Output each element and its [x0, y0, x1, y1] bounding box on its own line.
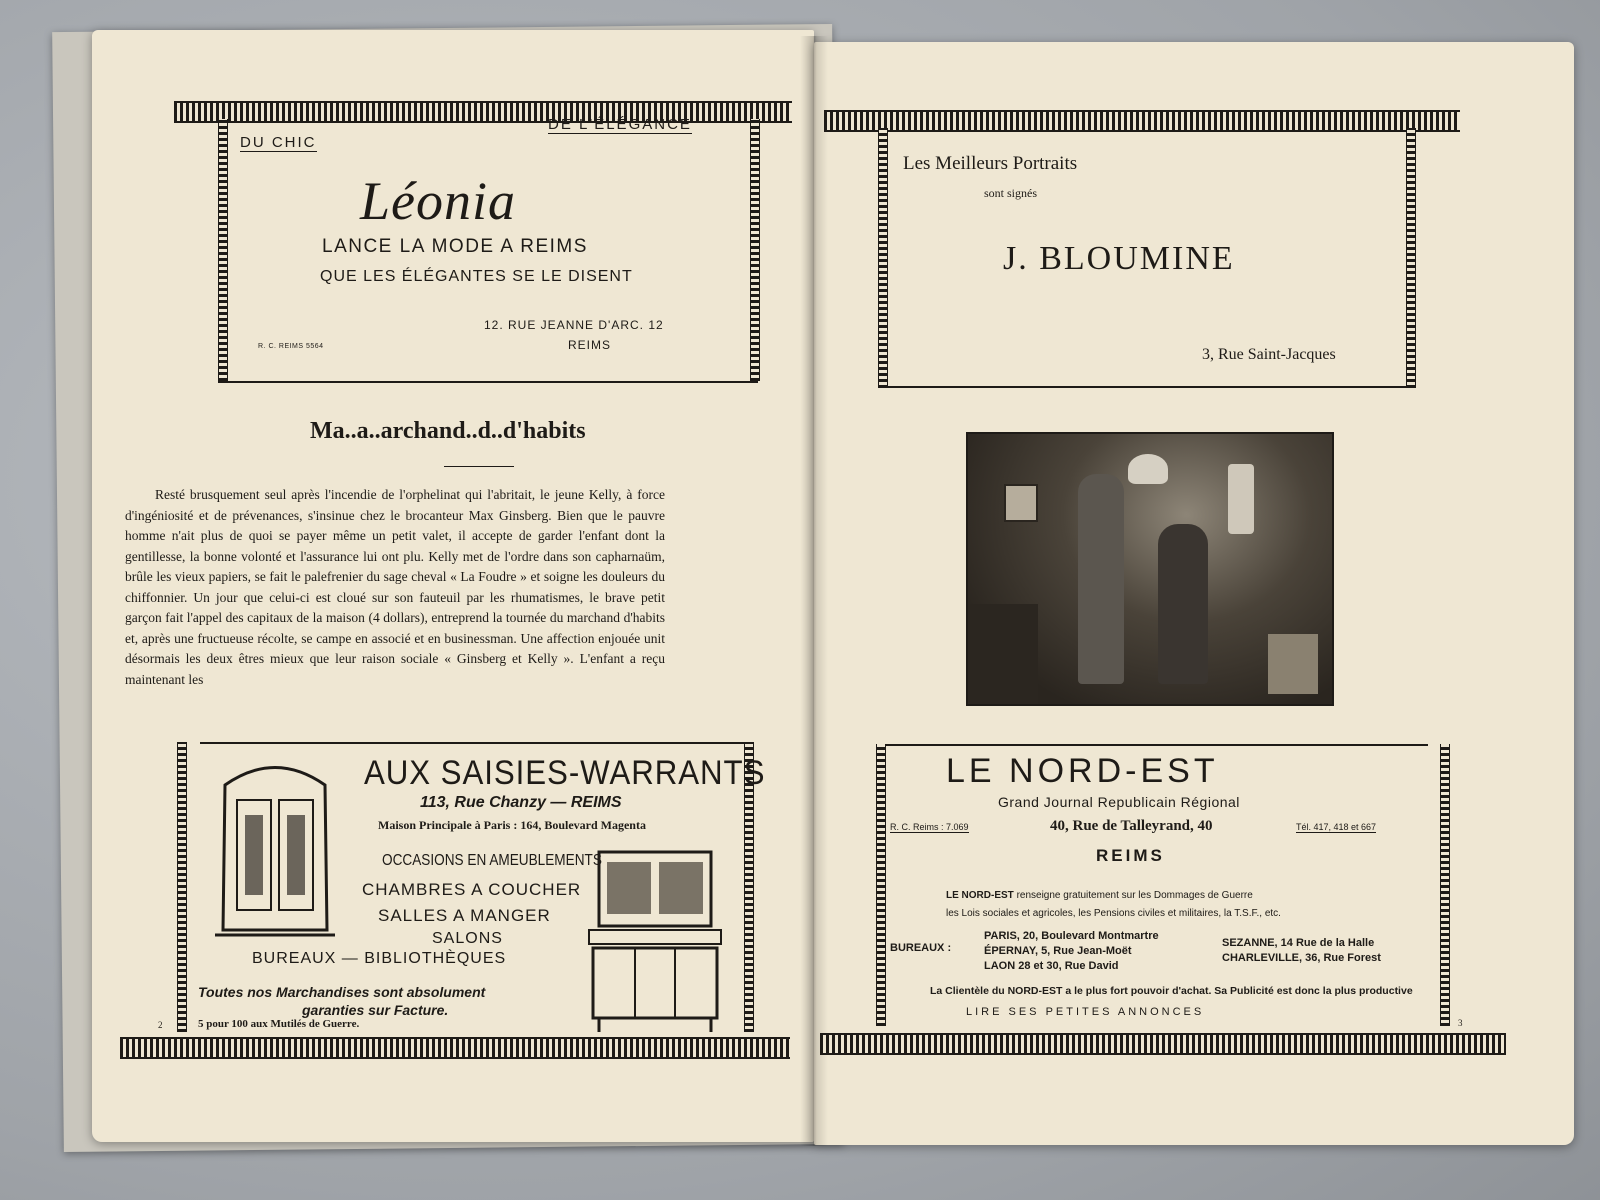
nordest-info1 [946, 890, 1253, 901]
nordest-bureau4: SEZANNE, 14 Rue de la Halle [1222, 937, 1375, 949]
article-title: Ma..a..archand..d..d'habits [310, 418, 586, 444]
nordest-bureaux-label: BUREAUX : [890, 942, 952, 954]
saisies-line1: OCCASIONS EN AMEUBLEMENTS [382, 852, 602, 869]
saisies-line5: BUREAUX — BIBLIOTHÈQUES [252, 950, 507, 967]
divider-rule [882, 386, 1412, 388]
photo-chair [1268, 634, 1318, 694]
bloumine-address: 3, Rue Saint-Jacques [1202, 346, 1336, 363]
border-saisies-left [177, 742, 187, 1032]
photo-hanging-cloth [1228, 464, 1254, 534]
saisies-line2: CHAMBRES A COUCHER [362, 880, 582, 899]
photo-hat [1128, 454, 1168, 484]
nordest-info1-text: renseigne gratuitement sur les Dommages de Guerre [1016, 890, 1253, 901]
bottom-hatched-border-right [820, 1033, 1506, 1055]
saisies-guarantee2: garanties sur Facture. [302, 1002, 449, 1018]
divider-rule [200, 742, 744, 744]
wardrobe-illustration [205, 755, 345, 940]
nordest-address: 40, Rue de Talleyrand, 40 [1050, 818, 1213, 834]
nordest-bureau5: CHARLEVILLE, 36, Rue Forest [1222, 952, 1381, 964]
nordest-title: LE NORD-EST [946, 752, 1219, 790]
bloumine-line2: sont signés [984, 186, 1038, 200]
border-leonia-right [750, 119, 760, 381]
nordest-clientele: La Clientèle du NORD-EST a le plus fort pouvoir d'achat. Sa Publicité est donc la plus productive [930, 985, 1413, 997]
saisies-line4: SALONS [432, 930, 503, 947]
divider-rule [884, 744, 1428, 746]
photo-figure-child [1158, 524, 1208, 684]
nordest-tel: Tél. 417, 418 et 667 [1296, 822, 1377, 832]
saisies-line3: SALLES A MANGER [378, 906, 551, 925]
page-number-right: 3 [1458, 1018, 1463, 1028]
nordest-bureau2: ÉPERNAY, 5, Rue Jean-Moët [984, 945, 1132, 957]
nordest-rc: R. C. Reims : 7.069 [890, 822, 969, 832]
leonia-rc: R. C. REIMS 5564 [258, 343, 324, 350]
nordest-info1-bold: LE NORD-EST [946, 890, 1014, 901]
border-bloumine-right [1406, 128, 1416, 388]
saisies-address: 113, Rue Chanzy — REIMS [420, 794, 622, 811]
nordest-petites-annonces: LIRE SES PETITES ANNONCES [966, 1006, 1205, 1018]
bloumine-line1: Les Meilleurs Portraits [903, 153, 1078, 174]
nordest-info2: les Lois sociales et agricoles, les Pensions civiles et militaires, la T.S.F., etc. [946, 908, 1281, 919]
tag-du-chic: DU CHIC [240, 134, 317, 151]
saisies-guarantee1: Toutes nos Marchandises sont absolument [198, 984, 486, 1000]
border-nordest-left [876, 744, 886, 1026]
tag-elegance: DE L'ÉLÉGANCE [548, 116, 692, 133]
photo-wall-frame [1004, 484, 1038, 522]
leonia-line1: LANCE LA MODE A REIMS [322, 236, 588, 257]
top-hatched-border-right [824, 110, 1460, 132]
nordest-city: REIMS [1096, 846, 1165, 865]
bloumine-name: J. BLOUMINE [1003, 240, 1235, 277]
leonia-address: 12. RUE JEANNE D'ARC. 12 [484, 318, 664, 332]
border-bloumine-left [878, 128, 888, 388]
film-still-photo [966, 432, 1334, 706]
title-underline [444, 466, 514, 467]
photo-table [968, 604, 1038, 704]
border-nordest-right [1440, 744, 1450, 1026]
photo-figure-man [1078, 474, 1124, 684]
saisies-main-house: Maison Principale à Paris : 164, Boulevard Magenta [378, 818, 646, 832]
page-gutter [800, 36, 828, 1146]
border-leonia-left [218, 119, 228, 381]
article-paragraph: Resté brusquement seul après l'incendie de l'orphelinat qui l'abritait, le jeune Kelly, à force d'ingéniosité et de prévenances, s'insinue chez le brocanteur Max Ginsberg. Bien que le pauvre homme n'ait plus de quoi se payer même un petit valet, il accepte de garder l'enfant dont la gentillesse, la bonne volonté et l'assurance lui ont plu. Kelly met de l'ordre dans son capharnaüm, brûle les vieux papiers, se fait le palefrenier du sage cheval « La Foudre » et soigne les douleurs du chiffonnier. Un jour que celui-ci est cloué sur son fauteuil par les rhumatismes, le brave petit garçon fait l'appel des capitaux de la maison (4 dollars), entreprend la tournée du marchand d'habits et, après une fructueuse récolte, se campe en associé et en businessman. Une affection enjouée unit désormais les deux êtres mieux que leur raison sociale « Ginsberg et Kelly ». L'enfant a reçu maintenant les [125, 487, 665, 687]
nordest-subtitle: Grand Journal Republicain Régional [998, 794, 1240, 810]
saisies-discount: 5 pour 100 aux Mutilés de Guerre. [198, 1018, 360, 1030]
divider-rule [218, 381, 758, 383]
nordest-bureau3: LAON 28 et 30, Rue David [984, 960, 1119, 972]
page-number-left: 2 [158, 1020, 163, 1030]
leonia-line2: QUE LES ÉLÉGANTES SE LE DISENT [320, 268, 633, 285]
article-body [125, 485, 665, 690]
buffet-illustration [585, 848, 725, 1033]
top-hatched-border-left [174, 101, 792, 123]
bottom-hatched-border-left [120, 1037, 790, 1059]
nordest-bureau1: PARIS, 20, Boulevard Montmartre [984, 930, 1159, 942]
leonia-city: REIMS [568, 338, 612, 352]
saisies-title: AUX SAISIES-WARRANTS [364, 754, 766, 792]
brand-leonia: Léonia [360, 171, 517, 231]
